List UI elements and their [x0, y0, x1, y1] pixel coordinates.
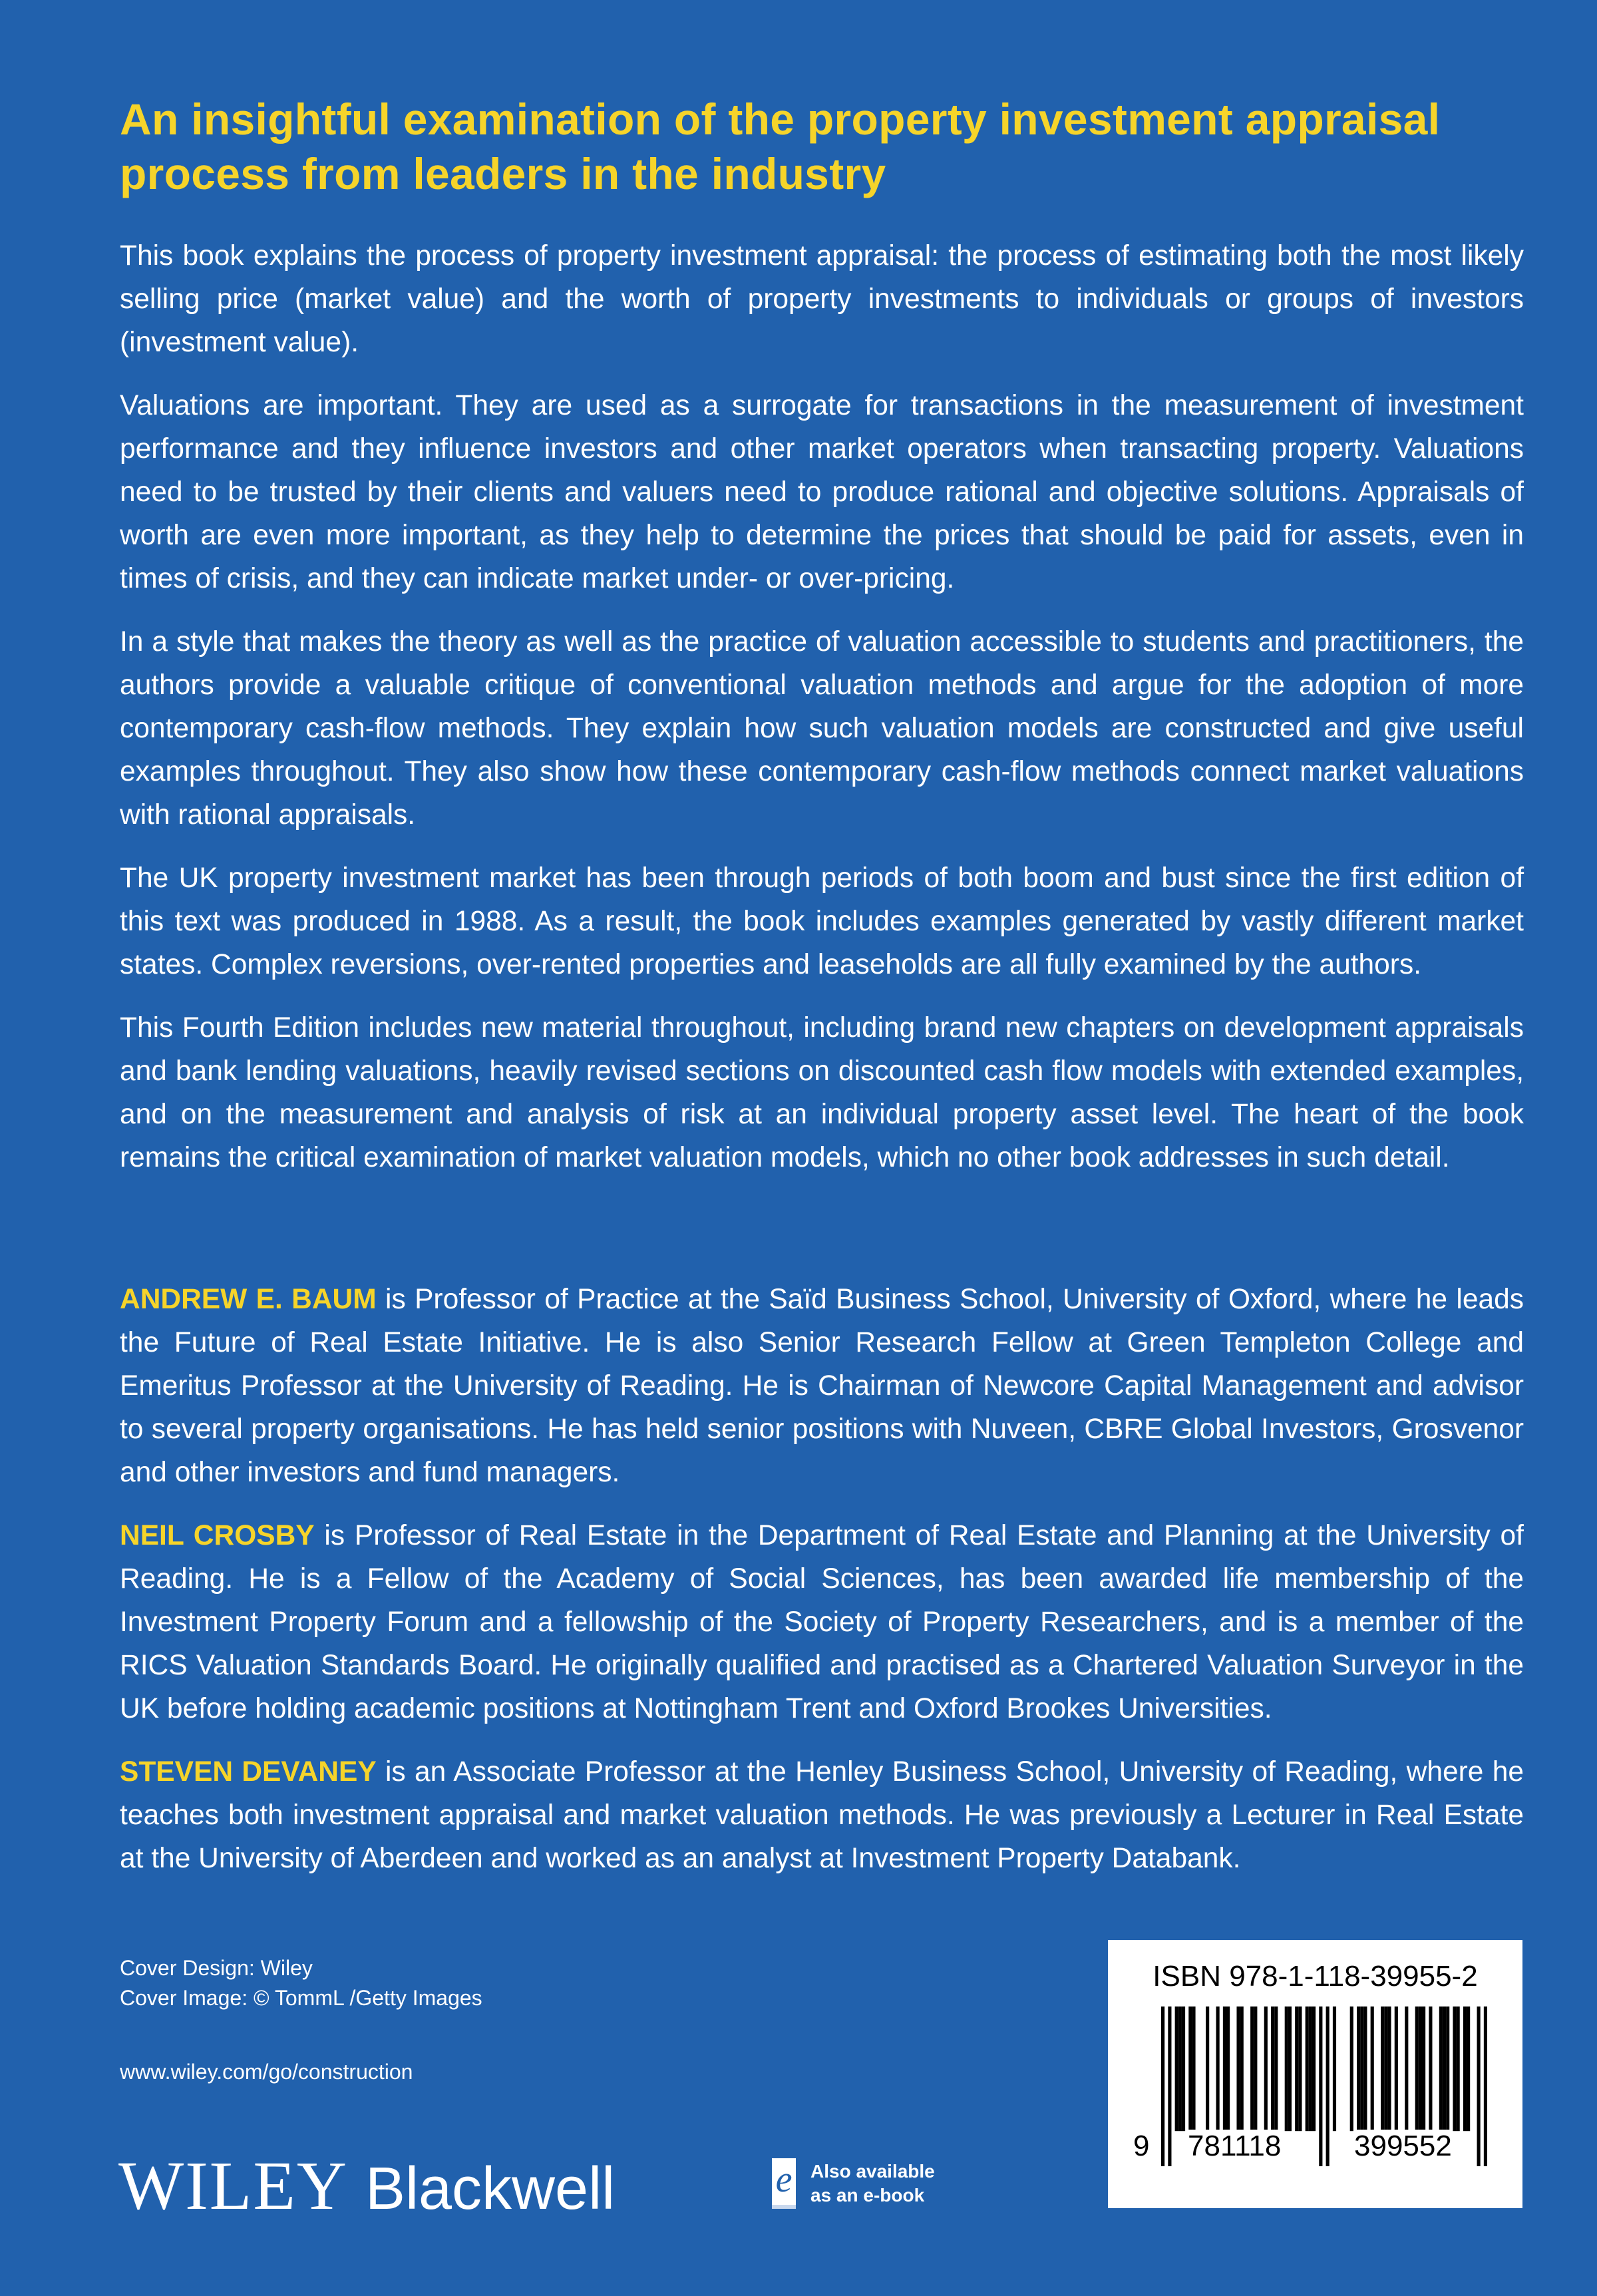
barcode-panel — [1108, 1940, 1522, 2208]
author-bio — [120, 1750, 1524, 1880]
barcode-bar — [1387, 2007, 1391, 2131]
barcode-bar — [1206, 2007, 1209, 2131]
barcode-bar — [1274, 2007, 1278, 2131]
author-bio-text: is Professor of Practice at the Saïd Business School, University of Oxford, where he leads the Future of Real Estate Initiative. He is also Senior Research Fellow at Green Templeton College and Emeritus Professor at the University of Reading. He is Chairman of Newcore Capital Management and advisor to several property organisations. He has held senior positions with Nuveen, CBRE Global Investors, Grosvenor and other investors and fund managers. — [120, 1284, 1524, 1488]
barcode-bar — [1429, 2007, 1432, 2131]
barcode-bar — [1463, 2007, 1467, 2131]
barcode-bar — [1415, 2007, 1419, 2131]
barcode-bar — [1226, 2007, 1230, 2131]
barcode-bar — [1422, 2007, 1425, 2131]
barcode-bar — [1178, 2007, 1182, 2131]
barcode-bar — [1288, 2007, 1292, 2131]
barcode-bar — [1439, 2007, 1443, 2131]
barcode-bar — [1384, 2007, 1387, 2131]
paragraph: This book explains the process of property investment appraisal: the process of estimating both the most likely selling price (market value) and the worth of property investments to individuals or groups of investors (investment value). — [120, 240, 1524, 358]
author-name: ANDREW E. BAUM — [120, 1284, 377, 1315]
barcode-bar — [1371, 2007, 1374, 2131]
barcode-bar — [1250, 2007, 1254, 2131]
author-bio — [120, 1278, 1524, 1494]
barcode-bar — [1453, 2007, 1456, 2131]
barcode-bar — [1223, 2007, 1226, 2131]
barcode-bar — [1419, 2007, 1422, 2131]
barcode-bar — [1192, 2007, 1195, 2131]
author-bio — [120, 1514, 1524, 1730]
barcode-bar — [1446, 2007, 1449, 2131]
barcode-bar — [1333, 2007, 1336, 2131]
ebook-notice — [772, 2158, 935, 2209]
ebook-icon: e — [772, 2158, 796, 2209]
barcode-bar — [1216, 2007, 1220, 2131]
barcode-bar — [1363, 2007, 1367, 2131]
barcode-digits-right: 399552 — [1354, 2130, 1452, 2162]
wiley-blackwell-logo — [118, 2146, 615, 2225]
barcode-bar — [1312, 2007, 1316, 2131]
barcode-bar — [1457, 2007, 1460, 2131]
barcode-bar — [1326, 2007, 1330, 2166]
author-bios — [120, 1278, 1524, 1900]
cover-design-credit: Cover Design: Wiley — [120, 1956, 313, 1980]
barcode-bar — [1168, 2007, 1171, 2166]
barcode-bar — [1395, 2007, 1398, 2131]
cover-credits — [120, 1953, 482, 2013]
barcode-bar — [1236, 2007, 1240, 2131]
barcode-bar — [1319, 2007, 1322, 2166]
barcode-bar — [1175, 2007, 1178, 2131]
barcode-bar — [1295, 2007, 1298, 2131]
author-bio-text: is Professor of Real Estate in the Department of Real Estate and Planning at the University of Reading. He is a Fellow of the Academy of Social Sciences, has been awarded life membership of the Investment Property Forum and a fellowship of the Society of Property Researchers, and is a member of the RICS Valuation Standards Board. He originally qualified and practised as a Chartered Valuation Surveyor in the UK before holding academic positions at Nottingham Trent and Oxford Brookes Universities. — [120, 1520, 1524, 1724]
barcode-digits-left: 781118 — [1188, 2130, 1282, 2162]
barcode-bar — [1477, 2007, 1481, 2166]
barcode-bar — [1188, 2007, 1192, 2131]
barcode-bar — [1182, 2007, 1185, 2131]
barcode-bar — [1271, 2007, 1274, 2131]
author-bio-text: is an Associate Professor at the Henley Business School, University of Reading, where he teaches both investment appraisal and market valuation methods. He was previously a Lecturer in Real Estate at the University of Aberdeen and worked as an analyst at Investment Property Databank. — [120, 1756, 1524, 1874]
blackwell-wordmark: Blackwell — [365, 2156, 616, 2222]
barcode-bar — [1360, 2007, 1363, 2131]
ebook-line1: Also available — [810, 2161, 935, 2182]
ebook-line2: as an e-book — [810, 2185, 925, 2205]
barcode-bar — [1240, 2007, 1244, 2131]
barcode-bar — [1405, 2007, 1408, 2131]
barcode-bar — [1350, 2007, 1353, 2131]
paragraph: In a style that makes the theory as well as the practice of valuation accessible to students and practitioners, the authors provide a valuable critique of conventional valuation methods and argue for the adoption of more contemporary cash-flow methods. They explain how such valuation models are constructed and give useful examples throughout. They also show how these contemporary cash-flow methods connect market valuations with rational appraisals. — [120, 626, 1524, 831]
barcode-bar — [1285, 2007, 1288, 2131]
barcode-bar — [1467, 2007, 1470, 2131]
barcode-bar — [1298, 2007, 1302, 2131]
isbn-text: ISBN 978-1-118-39955-2 — [1153, 1960, 1478, 1993]
author-name: STEVEN DEVANEY — [120, 1756, 377, 1788]
barcode-bar — [1309, 2007, 1312, 2131]
headline: An insightful examination of the property investment appraisal process from leaders in the industry — [120, 95, 1441, 198]
wiley-wordmark: WILEY — [118, 2148, 348, 2224]
barcode-bar — [1264, 2007, 1268, 2131]
paragraph: This Fourth Edition includes new material throughout, including brand new chapters on development appraisals and bank lending valuations, heavily revised sections on discounted cash flow models with extended examples, and on the measurement and analysis of risk at an individual property asset level. The heart of the book remains the critical examination of market valuation models, which no other book addresses in such detail. — [120, 1012, 1524, 1173]
barcode-bar — [1161, 2007, 1164, 2166]
barcode-digit-first: 9 — [1133, 2130, 1150, 2162]
barcode-bar — [1254, 2007, 1257, 2131]
barcode-bar — [1443, 2007, 1446, 2131]
barcode-bar — [1306, 2007, 1309, 2131]
barcode-bar — [1357, 2007, 1360, 2131]
author-name: NEIL CROSBY — [120, 1520, 315, 1551]
paragraph: Valuations are important. They are used as a surrogate for transactions in the measurement of investment performance and they influence investors and other market operators when transacting property. Valuations need to be trusted by their clients and valuers need to produce rational and objective solutions. Appraisals of worth are even more important, as they help to determine the prices that should be paid for assets, even in times of crisis, and they can indicate market under- or over-pricing. — [120, 390, 1524, 594]
barcode-bar — [1484, 2007, 1487, 2166]
barcode-bar — [1381, 2007, 1384, 2131]
website-link[interactable]: www.wiley.com/go/construction — [120, 2060, 413, 2084]
cover-image-credit: Cover Image: © TommL /Getty Images — [120, 1986, 482, 2010]
description — [120, 234, 1524, 1199]
paragraph: The UK property investment market has been through periods of both boom and bust since the first edition of this text was produced in 1988. As a result, the book includes examples generated by vastly different market states. Complex reversions, over-rented properties and leaseholds are all fully examined by the authors. — [120, 862, 1524, 980]
